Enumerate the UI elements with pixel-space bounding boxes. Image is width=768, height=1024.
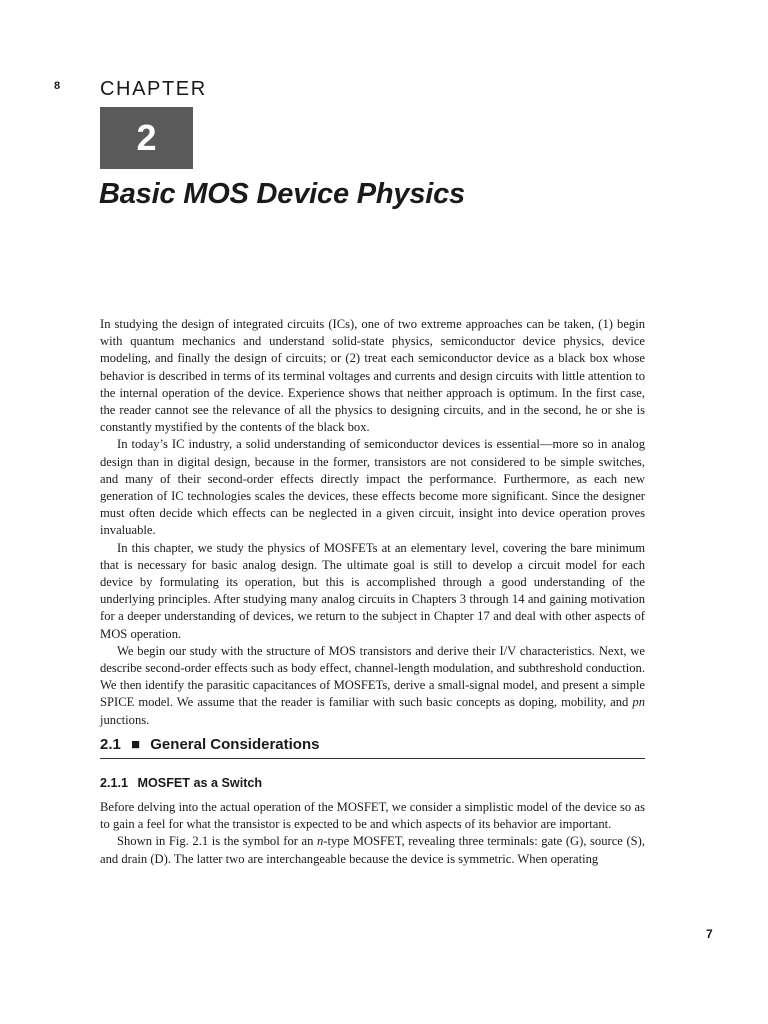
section-paragraph-2 bbox=[100, 833, 645, 867]
section-marker: ■ bbox=[131, 736, 141, 753]
pn-italic-term: pn bbox=[632, 695, 645, 710]
n-italic-term: n bbox=[317, 834, 324, 849]
section-paragraph-1: Before delving into the actual operation of the MOSFET, we consider a simplistic model of the device so as to gain a feel for what the transistor is expected to be and which aspects of its behavior are important. bbox=[100, 800, 645, 832]
section-body bbox=[100, 799, 645, 868]
section-paragraph-2-text: Shown in Fig. 2.1 is the symbol for an bbox=[117, 834, 317, 849]
chapter-label: CHAPTER bbox=[100, 78, 207, 100]
intro-paragraph-2: In today’s IC industry, a solid understanding of semiconductor devices is essential—more so in analog design than in digital design, because in the former, transistors are not considered to be simple switches, and many of their second-order effects directly impact the performance. Furthermore, as each new generation of IC technologies scales the devices, these effects become more significant. Since the designer must often decide which effects can be neglected in a given circuit, insight into device operation proves invaluable. bbox=[100, 437, 645, 538]
intro-paragraph-4-text: We begin our study with the structure of MOS transistors and derive their I/V characteristics. Next, we describe second-order effects such as body effect, channel-length modulation, and subthreshold conduction. We then identify the parasitic capacitances of MOSFETs, derive a small-signal model, and present a simple SPICE model. We assume that the reader is familiar with such basic concepts as doping, mobility, and bbox=[100, 643, 645, 710]
intro-paragraph-3: In this chapter, we study the physics of MOSFETs at an elementary level, covering the bare minimum that is necessary for basic analog design. The ultimate goal is still to develop a circuit model for each device by formulating its operation, but this is accomplished through a good understanding of the underlying principles. After studying many analog circuits in Chapters 3 through 14 and gaining motivation for a deeper understanding of devices, we return to the subject in Chapter 17 and deal with other aspects of MOS operation. bbox=[100, 540, 645, 641]
section-title: General Considerations bbox=[150, 736, 320, 753]
chapter-title: Basic MOS Device Physics bbox=[99, 178, 465, 210]
section-heading bbox=[100, 736, 645, 759]
subsection-number: 2.1.1 bbox=[100, 776, 129, 790]
intro-paragraph-4-ending: junctions. bbox=[100, 712, 150, 727]
section-number: 2.1 bbox=[100, 736, 121, 753]
footer-page-number: 7 bbox=[706, 927, 713, 941]
intro-text bbox=[100, 316, 645, 729]
chapter-number-box bbox=[100, 107, 193, 169]
subsection-heading bbox=[100, 776, 268, 790]
chapter-number: 2 bbox=[136, 117, 157, 158]
intro-paragraph-1: In studying the design of integrated circuits (ICs), one of two extreme approaches can be taken, (1) begin with quantum mechanics and understand solid-state physics, semiconductor device physics, device modeling, and finally the design of circuits; or (2) treat each semiconductor device as a black box whose behavior is described in terms of its terminal voltages and currents and design circuits with little attention to the internal operation of the device. Experience shows that neither approach is optimum. In the first case, the reader cannot see the relevance of all the physics to designing circuits, and in the second, he or she is constantly mystified by the contents of the black box. bbox=[100, 317, 645, 435]
intro-paragraph-4 bbox=[100, 643, 645, 729]
section-paragraph-2-ending: -type MOSFET, revealing three terminals: gate (G), source (S), and drain (D). The latter two are interchangeable because the device is symmetric. When operating bbox=[100, 834, 645, 866]
corner-page-number: 8 bbox=[54, 80, 61, 92]
subsection-title: MOSFET as a Switch bbox=[137, 776, 263, 790]
